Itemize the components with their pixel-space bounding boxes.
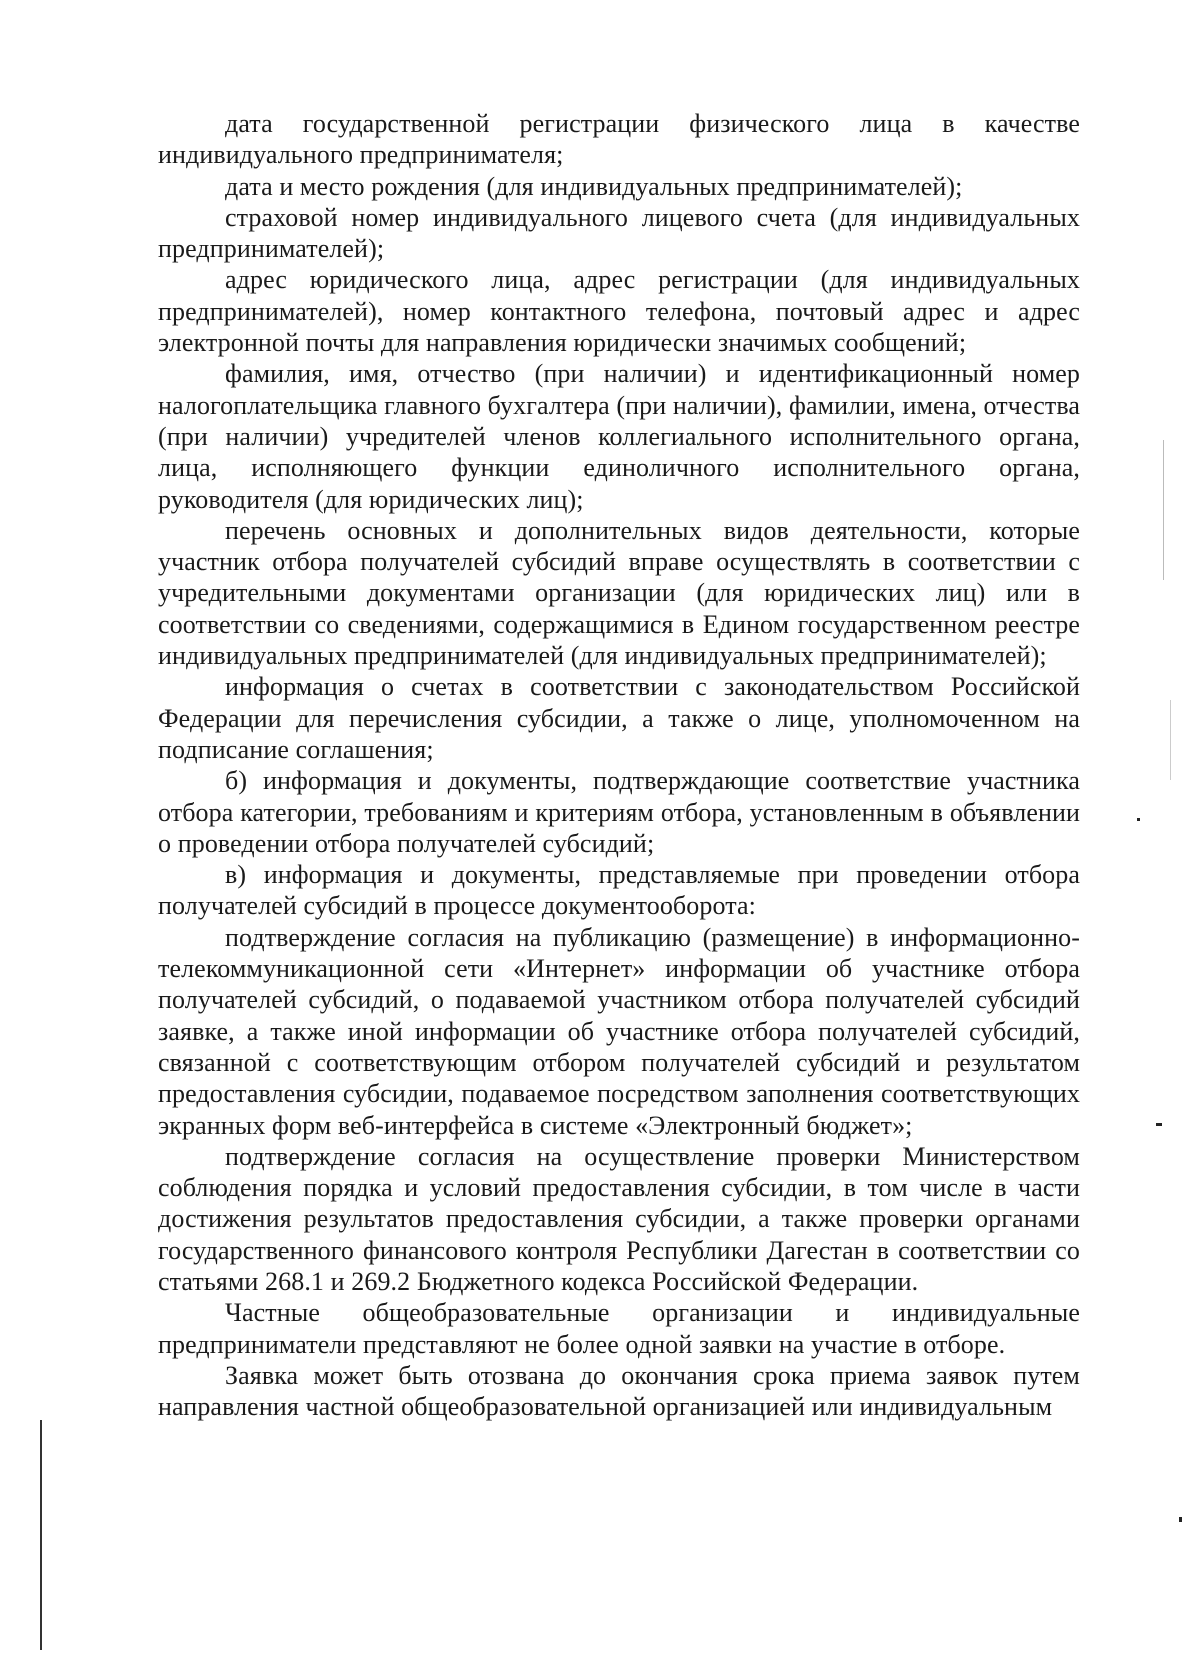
scan-artifact-dot-2 <box>1137 818 1140 821</box>
paragraph-inspection-consent: подтверждение согласия на осуществление проверки Министерством соблюдения порядка и условий предоставления субсидии, в том числе в части достижения результатов предоставления субсидии, а также проверки органами государственного финансового контроля Республики Дагестан в соответствии со статьями 268.1 и 269.2 Бюджетного кодекса Российской Федерации. <box>158 1141 1080 1296</box>
document-body <box>158 108 1080 1422</box>
paragraph-registration-date: дата государственной регистрации физического лица в качестве индивидуального предпринимателя; <box>158 109 1080 170</box>
paragraph-item-b: б) информация и документы, подтверждающие соответствие участника отбора категории, требованиям и критериям отбора, установленным в объявлении о проведении отбора получателей субсидий; <box>158 766 1080 858</box>
paragraph-accounts: информация о счетах в соответствии с законодательством Российской Федерации для перечисления субсидии, а также о лице, уполномоченном на подписание соглашения; <box>158 672 1080 764</box>
scan-artifact-dot-3 <box>1179 1517 1182 1522</box>
paragraph-insurance-number: страховой номер индивидуального лицевого счета (для индивидуальных предпринимателей); <box>158 202 1080 264</box>
paragraph-birth-date: дата и место рождения (для индивидуальных предпринимателей); <box>225 171 963 201</box>
scan-artifact-left-line <box>40 1420 42 1650</box>
paragraph-item-v: в) информация и документы, представляемые при проведении отбора получателей субсидий в процессе документооборота: <box>158 860 1080 921</box>
paragraph-one-application: Частные общеобразовательные организации и индивидуальные предприниматели представляют не более одной заявки на участие в отборе. <box>158 1298 1080 1359</box>
scan-artifact-right-line-2 <box>1170 700 1171 780</box>
paragraph-publication-consent: подтверждение согласия на публикацию (размещение) в информационно-телекоммуникационной сети «Интернет» информации об участнике отбора получателей субсидий, о подаваемой участником отбора получателей субсидий заявке, а также иной информации об участнике отбора получателей субсидий, связанной с соответствующим отбором получателей субсидий и результатом предоставления субсидии, подаваемое посредством заполнения соответствующих экранных форм веб-интерфейса в системе «Электронный бюджет»; <box>158 922 1080 1140</box>
paragraph-withdrawal: Заявка может быть отозвана до окончания срока приема заявок путем направления частной общеобразовательной организацией или индивидуальным <box>158 1360 1080 1422</box>
paragraph-names: фамилия, имя, отчество (при наличии) и идентификационный номер налогоплательщика главного бухгалтера (при наличии), фамилии, имена, отчества (при наличии) учредителей членов коллегиального исполнительного органа, лица, исполняющего функции единоличного исполнительного органа, руководителя (для юридических лиц); <box>158 359 1080 514</box>
paragraph-activities: перечень основных и дополнительных видов деятельности, которые участник отбора получателей субсидий вправе осуществлять в соответствии с учредительными документами организации (для юридических лиц) или в соответствии со сведениями, содержащимися в Едином государственном реестре индивидуальных предпринимателей (для индивидуальных предпринимателей); <box>158 515 1080 671</box>
scan-artifact-dot <box>1156 1123 1162 1126</box>
paragraph-address: адрес юридического лица, адрес регистрации (для индивидуальных предпринимателей), номер контактного телефона, почтовый адрес и адрес электронной почты для направления юридически значимых сообщений; <box>158 265 1080 358</box>
scan-artifact-right-line <box>1163 440 1164 580</box>
